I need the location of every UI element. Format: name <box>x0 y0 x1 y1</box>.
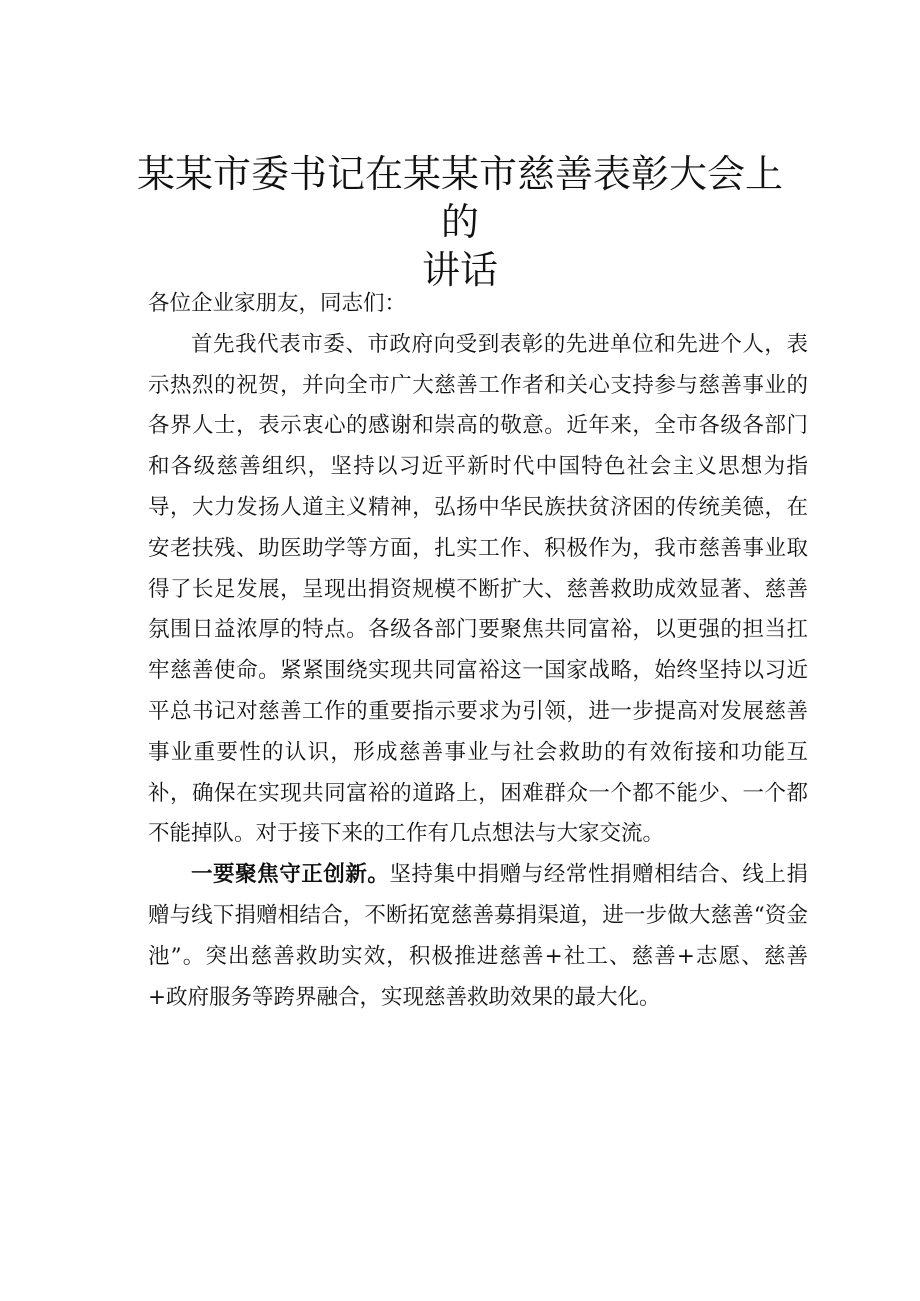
paragraph-2 <box>148 855 808 1018</box>
paragraph-1: 首先我代表市委、市政府向受到表彰的先进单位和先进个人，表示热烈的祝贺，并向全市广大慈善工作者和关心支持参与慈善事业的各界人士，表示衷心的感谢和崇高的敬意。近年来，全市各级各部门和各级慈善组织，坚持以习近平新时代中国特色社会主义思想为指导，大力发扬人道主义精神，弘扬中华民族扶贫济困的传统美德，在安老扶残、助医助学等方面，扎实工作、积极作为，我市慈善事业取得了长足发展，呈现出捐资规模不断扩大、慈善救助成效显著、慈善氛围日益浓厚的特点。各级各部门要聚焦共同富裕，以更强的担当扛牢慈善使命。紧紧围绕实现共同富裕这一国家战略，始终坚持以习近平总书记对慈善工作的重要指示要求为引领，进一步提高对发展慈善事业重要性的认识，形成慈善事业与社会救助的有效衔接和功能互补，确保在实现共同富裕的道路上，困难群众一个都不能少、一个都不能掉队。对于接下来的工作有几点想法与大家交流。 <box>148 331 808 847</box>
document-body <box>148 284 808 1018</box>
paragraph-2-lead: 一要聚焦守正创新。 <box>191 862 390 888</box>
title-line-1: 某某市委书记在某某市慈善表彰大会上的 <box>136 152 783 244</box>
title-line-2: 讲话 <box>421 248 498 292</box>
paragraph-2-text: 坚持集中捐赠与经常性捐赠相结合、线上捐赠与线下捐赠相结合，不断拓宽慈善募捐渠道，进一步做大慈善“资金池”。突出慈善救助实效，积极推进慈善+社工、慈善+志愿、慈善+政府服务等跨界融合，实现慈善救助效果的最大化。 <box>148 862 808 1010</box>
document-title <box>120 150 800 294</box>
salutation: 各位企业家朋友，同志们： <box>148 291 407 316</box>
